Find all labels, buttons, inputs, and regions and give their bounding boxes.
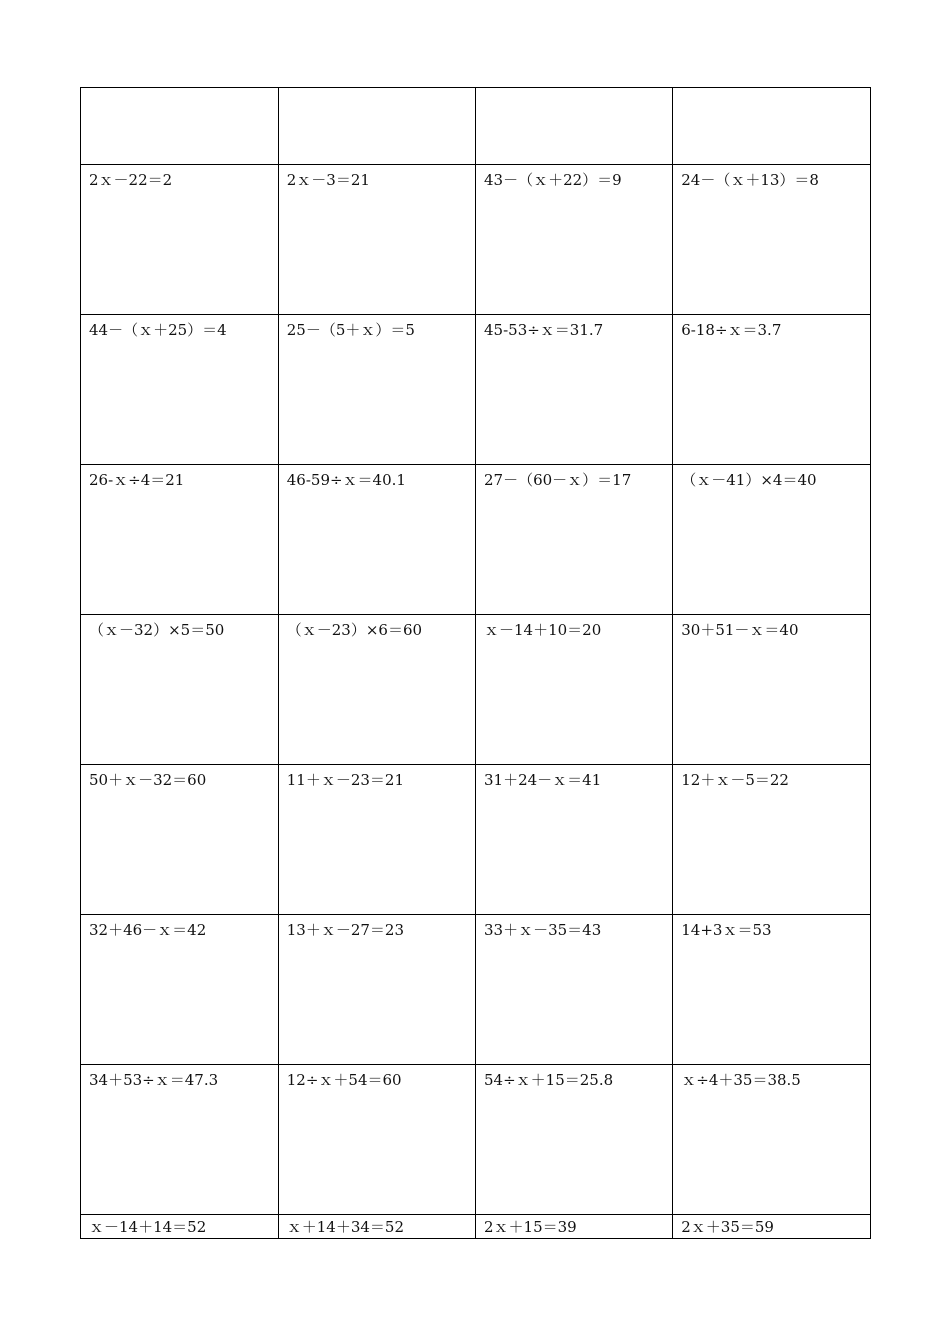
table-row: [81, 764, 870, 914]
equation-cell: 2ｘ－3＝21: [278, 164, 475, 314]
table-row: [81, 464, 870, 614]
equation-cell: 45-53÷ｘ＝31.7: [476, 314, 673, 464]
equation-cell: 13＋ｘ－27＝23: [278, 914, 475, 1064]
equation-cell: 25－（5＋ｘ）＝5: [278, 314, 475, 464]
equation-grid: [81, 88, 870, 1239]
equation-cell: 33＋ｘ－35＝43: [476, 914, 673, 1064]
equation-cell: 31＋24－ｘ＝41: [476, 764, 673, 914]
equation-cell: 50＋ｘ－32＝60: [81, 764, 278, 914]
equation-cell: 30＋51－ｘ＝40: [673, 614, 870, 764]
equation-cell: 44－（ｘ＋25）＝4: [81, 314, 278, 464]
table-row: [81, 914, 870, 1064]
equation-cell: ｘ－14＋10＝20: [476, 614, 673, 764]
header-cell: [476, 88, 673, 164]
equation-cell: ｘ－14＋14＝52: [81, 1214, 278, 1239]
equation-cell: 2ｘ＋15＝39: [476, 1214, 673, 1239]
table-row: [81, 1064, 870, 1214]
worksheet-table-frame: [80, 87, 871, 1239]
equation-cell: 12÷ｘ＋54＝60: [278, 1064, 475, 1214]
equation-cell: 34＋53÷ｘ＝47.3: [81, 1064, 278, 1214]
table-row: [81, 88, 870, 164]
table-row: [81, 164, 870, 314]
equation-cell: 32＋46－ｘ＝42: [81, 914, 278, 1064]
equation-cell: （ｘ－41）×4＝40: [673, 464, 870, 614]
table-row: [81, 614, 870, 764]
equation-cell: 24－（ｘ＋13）＝8: [673, 164, 870, 314]
equation-cell: 14+3ｘ＝53: [673, 914, 870, 1064]
equation-cell: 12＋ｘ－5＝22: [673, 764, 870, 914]
equation-cell: （ｘ－32）×5＝50: [81, 614, 278, 764]
equation-cell: ｘ÷4＋35＝38.5: [673, 1064, 870, 1214]
equation-cell: （ｘ－23）×6＝60: [278, 614, 475, 764]
equation-cell: 43－（ｘ＋22）＝9: [476, 164, 673, 314]
equation-cell: ｘ＋14＋34＝52: [278, 1214, 475, 1239]
equation-cell: 27－（60－ｘ）＝17: [476, 464, 673, 614]
equation-cell: 6-18÷ｘ＝3.7: [673, 314, 870, 464]
header-cell: [81, 88, 278, 164]
table-row: [81, 314, 870, 464]
header-cell: [278, 88, 475, 164]
equation-cell: 46-59÷ｘ＝40.1: [278, 464, 475, 614]
equation-cell: 26-ｘ÷4＝21: [81, 464, 278, 614]
equation-cell: 11＋ｘ－23＝21: [278, 764, 475, 914]
equation-cell: 54÷ｘ＋15＝25.8: [476, 1064, 673, 1214]
equation-cell: 2ｘ－22＝2: [81, 164, 278, 314]
header-cell: [673, 88, 870, 164]
equation-cell: 2ｘ＋35＝59: [673, 1214, 870, 1239]
table-row: [81, 1214, 870, 1239]
